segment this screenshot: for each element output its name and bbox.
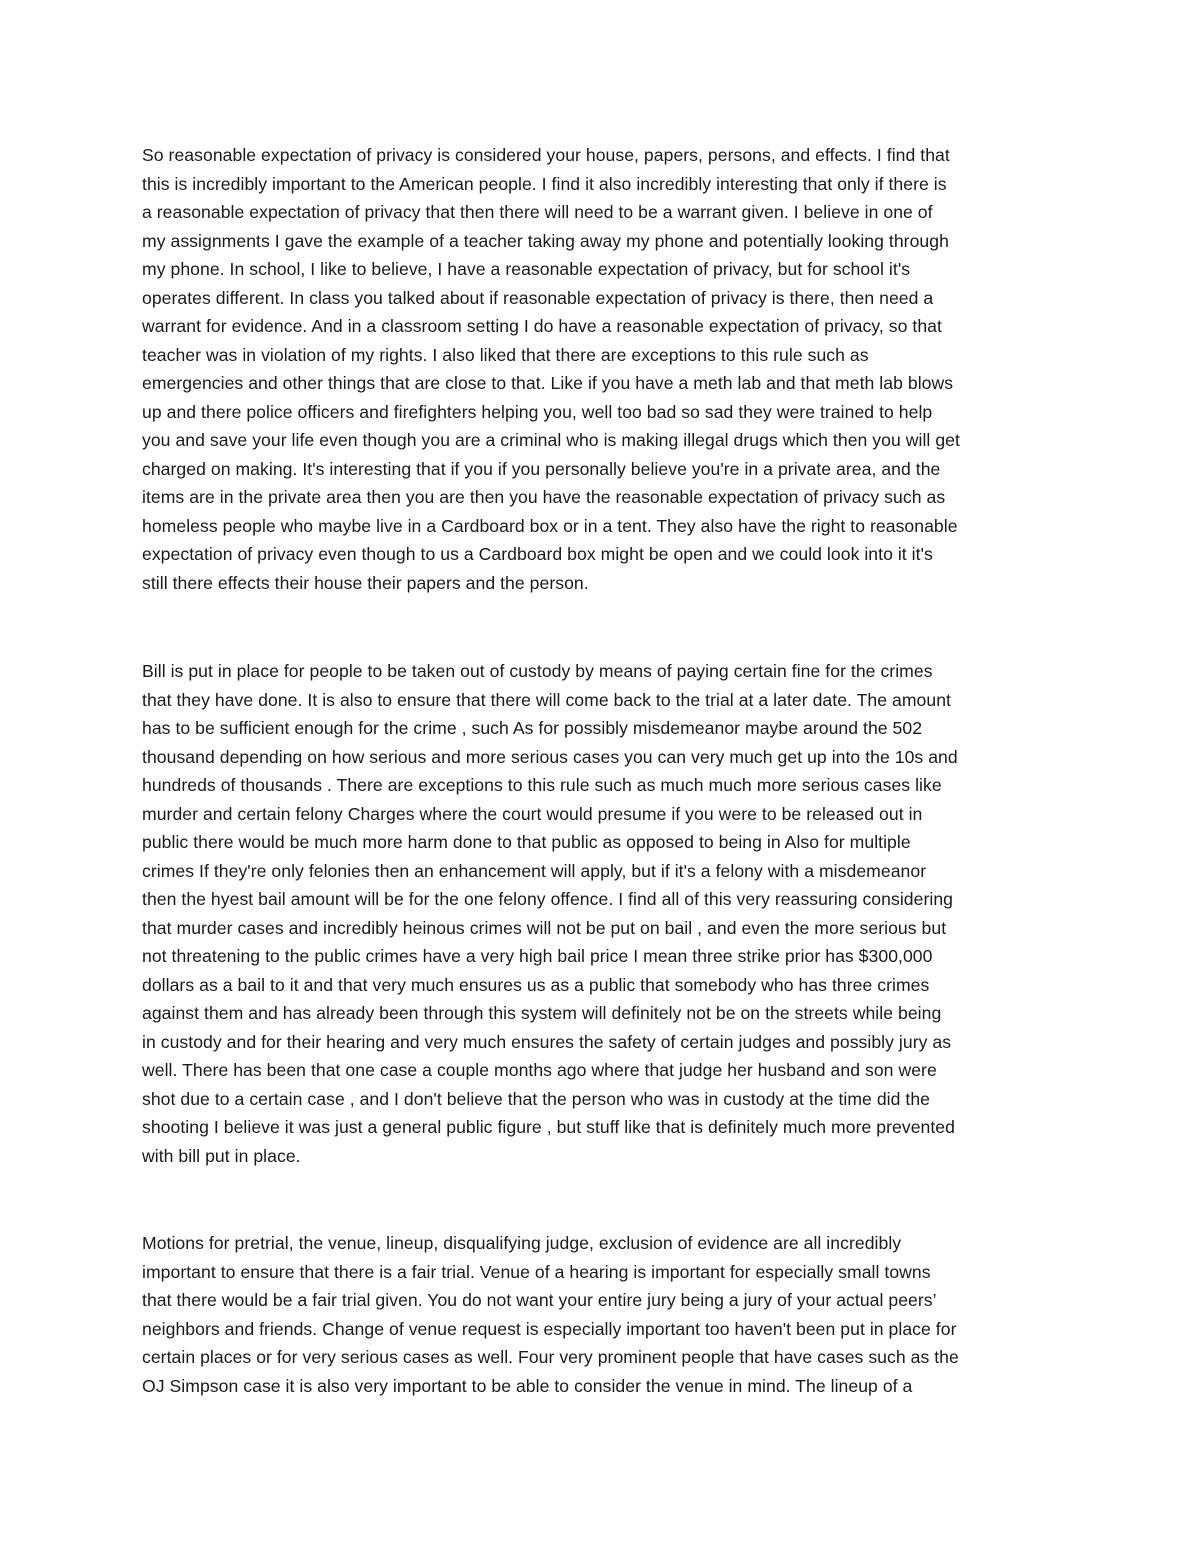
text-line: Motions for pretrial, the venue, lineup, disqualifying judge, exclusion of evidence are all incredibly [142, 1233, 902, 1253]
text-line: my assignments I gave the example of a teacher taking away my phone and potentially looking through [142, 230, 949, 251]
text-line: hundreds of thousands . There are exceptions to this rule such as much much more serious cases like [142, 775, 942, 795]
text-line: emergencies and other things that are close to that. Like if you have a meth lab and that meth lab blows [142, 373, 954, 393]
text-line: shot due to a certain case , and I don't believe that the person who was in custody at the time did the [142, 1088, 931, 1109]
text-line: not threatening to the public crimes have a very high bail price I mean three strike prior has $300,000 [142, 946, 933, 966]
text-line: warrant for evidence. And in a classroom setting I do have a reasonable expectation of privacy, so that [142, 316, 942, 336]
text-line: still there effects their house their papers and the person. [142, 572, 589, 593]
text-line: against them and has already been through this system will definitely not be on the streets while being [142, 1003, 942, 1023]
text-line: Bill is put in place for people to be taken out of custody by means of paying certain fine for the crimes [142, 661, 933, 681]
text-line: teacher was in violation of my rights. I also liked that there are exceptions to this rule such as [142, 344, 869, 365]
text-line: up and there police officers and firefighters helping you, well too bad so sad they were trained to help [142, 401, 933, 422]
text-line: shooting I believe it was just a general public figure , but stuff like that is definitely much more prevented [142, 1117, 955, 1137]
text-line: OJ Simpson case it is also very important to be able to consider the venue in mind. The lineup of a [142, 1375, 913, 1396]
text-line: my phone. In school, I like to believe, I have a reasonable expectation of privacy, but for school it's [142, 259, 911, 279]
paragraph-privacy [142, 141, 1072, 597]
text-line: a reasonable expectation of privacy that then there will need to be a warrant given. I believe in one of [142, 202, 933, 222]
text-line: well. There has been that one case a couple months ago where that judge her husband and son were [142, 1060, 937, 1080]
text-line: has to be sufficient enough for the crime , such As for possibly misdemeanor maybe around the 502 [142, 718, 923, 738]
text-line: operates different. In class you talked about if reasonable expectation of privacy is there, then need a [142, 287, 934, 308]
text-line: crimes If they're only felonies then an enhancement will apply, but if it's a felony with a misdemeanor [142, 860, 927, 881]
text-line: neighbors and friends. Change of venue request is especially important too haven't been put in place for [142, 1318, 957, 1339]
text-line: in custody and for their hearing and very much ensures the safety of certain judges and possibly jury as [142, 1031, 952, 1052]
text-line: items are in the private area then you are then you have the reasonable expectation of privacy such as [142, 487, 946, 507]
text-line: public there would be much more harm done to that public as opposed to being in Also for multiple [142, 832, 911, 852]
paragraph-bail [142, 657, 1072, 1170]
text-line: So reasonable expectation of privacy is considered your house, papers, persons, and effects. I find that [142, 145, 950, 165]
text-line: thousand depending on how serious and more serious cases you can very much get up into the 10s and [142, 746, 958, 767]
text-line: this is incredibly important to the American people. I find it also incredibly interesting that only if there is [142, 173, 947, 194]
text-line: that they have done. It is also to ensure that there will come back to the trial at a later date. The amount [142, 689, 951, 710]
text-line: with bill put in place. [142, 1145, 301, 1166]
text-line: that murder cases and incredibly heinous crimes will not be put on bail , and even the more serious but [142, 917, 947, 938]
text-line: you and save your life even though you are a criminal who is making illegal drugs which then you will get [142, 430, 960, 450]
text-line: expectation of privacy even though to us a Cardboard box might be open and we could look into it it's [142, 544, 933, 564]
text-line: homeless people who maybe live in a Cardboard box or in a tent. They also have the right to reasonable [142, 515, 958, 536]
text-line: important to ensure that there is a fair trial. Venue of a hearing is important for especially small towns [142, 1261, 931, 1282]
text-line: murder and certain felony Charges where the court would presume if you were to be released out in [142, 803, 923, 824]
text-line: charged on making. It's interesting that if you if you personally believe you're in a private area, and the [142, 458, 941, 479]
text-line: certain places or for very serious cases as well. Four very prominent people that have cases such as the [142, 1347, 959, 1367]
text-line: that there would be a fair trial given. You do not want your entire jury being a jury of your actual peers’ [142, 1290, 937, 1310]
paragraph-motions [142, 1229, 1072, 1400]
text-line: then the hyest bail amount will be for the one felony offence. I find all of this very reassuring considering [142, 889, 953, 909]
text-line: dollars as a bail to it and that very much ensures us as a public that somebody who has three crimes [142, 974, 930, 995]
